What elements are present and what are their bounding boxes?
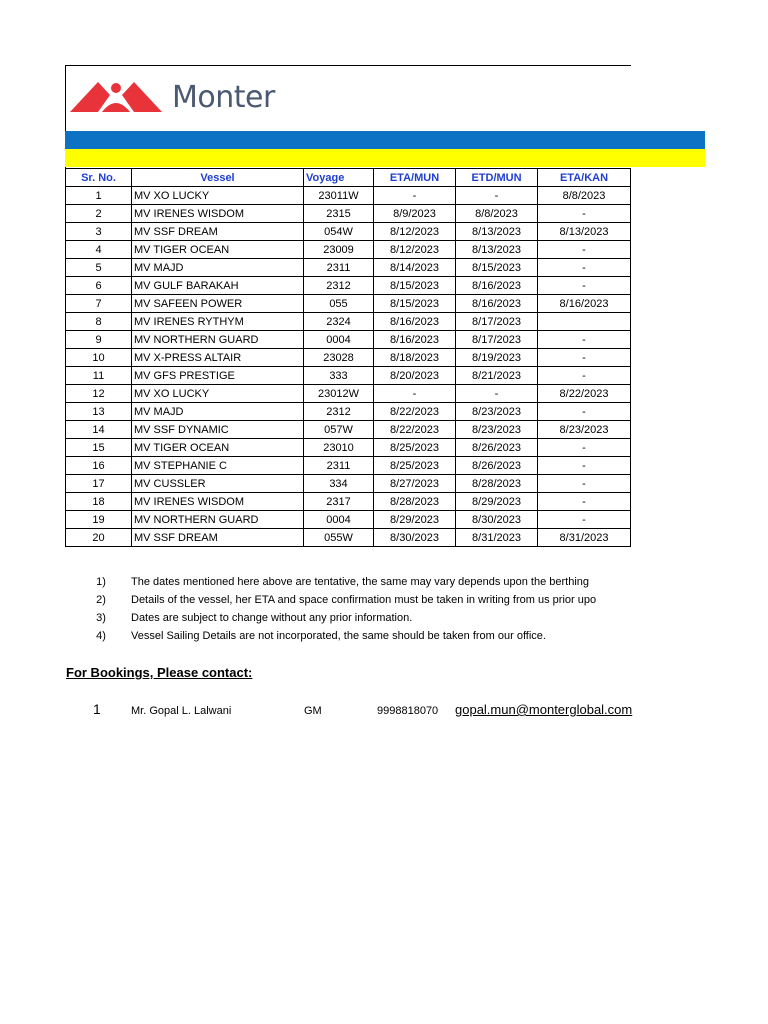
cell-eta-mun: 8/25/2023 [374, 457, 456, 475]
cell-eta-kan: - [538, 439, 631, 457]
cell-voyage: 23010 [304, 439, 374, 457]
table-row [66, 439, 631, 457]
table-row [66, 277, 631, 295]
table-row [66, 259, 631, 277]
cell-eta-mun: 8/20/2023 [374, 367, 456, 385]
cell-eta-mun: - [374, 385, 456, 403]
top-border [65, 65, 631, 66]
cell-sr-no: 6 [66, 277, 132, 295]
table-row [66, 205, 631, 223]
cell-eta-kan: - [538, 403, 631, 421]
cell-eta-kan: 8/22/2023 [538, 385, 631, 403]
cell-etd-mun: 8/26/2023 [456, 457, 538, 475]
cell-eta-kan: - [538, 457, 631, 475]
cell-sr-no: 10 [66, 349, 132, 367]
contact-row [0, 700, 768, 722]
cell-sr-no: 4 [66, 241, 132, 259]
cell-voyage: 2312 [304, 403, 374, 421]
vessel-schedule-table [65, 168, 631, 547]
cell-eta-mun: 8/15/2023 [374, 295, 456, 313]
cell-etd-mun: 8/23/2023 [456, 421, 538, 439]
table-header-row [66, 169, 631, 187]
cell-eta-mun: 8/29/2023 [374, 511, 456, 529]
cell-voyage: 2315 [304, 205, 374, 223]
cell-etd-mun: 8/13/2023 [456, 241, 538, 259]
cell-vessel: MV NORTHERN GUARD [132, 331, 304, 349]
cell-eta-kan: 8/16/2023 [538, 295, 631, 313]
table-row [66, 295, 631, 313]
cell-etd-mun: 8/29/2023 [456, 493, 538, 511]
cell-sr-no: 19 [66, 511, 132, 529]
cell-vessel: MV NORTHERN GUARD [132, 511, 304, 529]
cell-vessel: MV MAJD [132, 259, 304, 277]
cell-vessel: MV XO LUCKY [132, 187, 304, 205]
cell-voyage: 23028 [304, 349, 374, 367]
cell-etd-mun: 8/21/2023 [456, 367, 538, 385]
table-row [66, 367, 631, 385]
table-row [66, 403, 631, 421]
contact-role: GM [304, 705, 322, 717]
list-item: 4) Vessel Sailing Details are not incorporated, the same should be taken from our office. [96, 630, 546, 642]
cell-sr-no: 15 [66, 439, 132, 457]
contact-heading: For Bookings, Please contact: [66, 665, 253, 680]
cell-voyage: 333 [304, 367, 374, 385]
cell-voyage: 055 [304, 295, 374, 313]
cell-sr-no: 11 [66, 367, 132, 385]
cell-etd-mun: 8/16/2023 [456, 295, 538, 313]
cell-eta-kan: - [538, 367, 631, 385]
cell-voyage: 0004 [304, 511, 374, 529]
cell-vessel: MV SSF DREAM [132, 529, 304, 547]
cell-sr-no: 1 [66, 187, 132, 205]
table-row [66, 313, 631, 331]
cell-voyage: 23011W [304, 187, 374, 205]
cell-vessel: MV IRENES WISDOM [132, 205, 304, 223]
cell-eta-mun: 8/16/2023 [374, 331, 456, 349]
cell-vessel: MV GFS PRESTIGE [132, 367, 304, 385]
cell-voyage: 2324 [304, 313, 374, 331]
cell-eta-mun: 8/15/2023 [374, 277, 456, 295]
cell-etd-mun: 8/17/2023 [456, 331, 538, 349]
cell-sr-no: 20 [66, 529, 132, 547]
cell-etd-mun: 8/15/2023 [456, 259, 538, 277]
cell-voyage: 0004 [304, 331, 374, 349]
cell-eta-mun: 8/18/2023 [374, 349, 456, 367]
header-eta-mun: ETA/MUN [374, 169, 456, 187]
cell-etd-mun: 8/26/2023 [456, 439, 538, 457]
monter-logo-icon [68, 78, 164, 118]
cell-eta-kan: - [538, 511, 631, 529]
cell-eta-kan: - [538, 205, 631, 223]
cell-etd-mun: - [456, 187, 538, 205]
cell-eta-mun: 8/30/2023 [374, 529, 456, 547]
table-row [66, 187, 631, 205]
cell-vessel: MV SSF DYNAMIC [132, 421, 304, 439]
cell-eta-kan: 8/8/2023 [538, 187, 631, 205]
cell-eta-mun: 8/28/2023 [374, 493, 456, 511]
cell-vessel: MV X-PRESS ALTAIR [132, 349, 304, 367]
cell-vessel: MV SSF DREAM [132, 223, 304, 241]
cell-vessel: MV IRENES WISDOM [132, 493, 304, 511]
cell-eta-kan: - [538, 277, 631, 295]
cell-etd-mun: 8/16/2023 [456, 277, 538, 295]
cell-sr-no: 9 [66, 331, 132, 349]
cell-sr-no: 3 [66, 223, 132, 241]
cell-eta-kan: - [538, 331, 631, 349]
cell-etd-mun: - [456, 385, 538, 403]
cell-eta-mun: 8/25/2023 [374, 439, 456, 457]
table-body [66, 187, 631, 547]
cell-etd-mun: 8/30/2023 [456, 511, 538, 529]
header-sr-no: Sr. No. [66, 169, 132, 187]
cell-eta-kan: 8/31/2023 [538, 529, 631, 547]
cell-vessel: MV XO LUCKY [132, 385, 304, 403]
table-row [66, 241, 631, 259]
yellow-header-band [65, 149, 705, 167]
cell-sr-no: 13 [66, 403, 132, 421]
cell-etd-mun: 8/19/2023 [456, 349, 538, 367]
cell-vessel: MV MAJD [132, 403, 304, 421]
cell-etd-mun: 8/17/2023 [456, 313, 538, 331]
cell-sr-no: 8 [66, 313, 132, 331]
cell-voyage: 054W [304, 223, 374, 241]
table-row [66, 457, 631, 475]
list-item: 1) The dates mentioned here above are tentative, the same may vary depends upon the berthing [96, 576, 590, 588]
notes-list [93, 576, 631, 648]
cell-eta-mun: 8/14/2023 [374, 259, 456, 277]
cell-sr-no: 14 [66, 421, 132, 439]
table-row [66, 331, 631, 349]
table-row [66, 493, 631, 511]
cell-eta-mun: 8/22/2023 [374, 403, 456, 421]
cell-eta-mun: 8/27/2023 [374, 475, 456, 493]
cell-eta-mun: 8/12/2023 [374, 241, 456, 259]
contact-name: Mr. Gopal L. Lalwani [131, 705, 232, 717]
cell-sr-no: 12 [66, 385, 132, 403]
table-row [66, 529, 631, 547]
cell-sr-no: 5 [66, 259, 132, 277]
table-row [66, 511, 631, 529]
monter-logo [68, 78, 275, 118]
header-eta-kan: ETA/KAN [538, 169, 631, 187]
cell-etd-mun: 8/13/2023 [456, 223, 538, 241]
cell-etd-mun: 8/31/2023 [456, 529, 538, 547]
table-row [66, 385, 631, 403]
brand-name: Monter [172, 80, 275, 115]
cell-eta-kan: - [538, 493, 631, 511]
cell-eta-mun: 8/16/2023 [374, 313, 456, 331]
cell-vessel: MV SAFEEN POWER [132, 295, 304, 313]
cell-voyage: 2312 [304, 277, 374, 295]
cell-voyage: 055W [304, 529, 374, 547]
cell-vessel: MV IRENES RYTHYM [132, 313, 304, 331]
cell-voyage: 23012W [304, 385, 374, 403]
cell-vessel: MV STEPHANIE C [132, 457, 304, 475]
header-etd-mun: ETD/MUN [456, 169, 538, 187]
cell-eta-mun: 8/9/2023 [374, 205, 456, 223]
cell-voyage: 057W [304, 421, 374, 439]
table-row [66, 421, 631, 439]
cell-eta-kan [538, 313, 631, 331]
cell-voyage: 2311 [304, 457, 374, 475]
cell-eta-mun: 8/22/2023 [374, 421, 456, 439]
table-row [66, 349, 631, 367]
list-item: 3) Dates are subject to change without any prior information. [96, 612, 413, 624]
cell-vessel: MV TIGER OCEAN [132, 241, 304, 259]
cell-eta-mun: 8/12/2023 [374, 223, 456, 241]
list-item: 2) Details of the vessel, her ETA and space confirmation must be taken in writing from us prior upo [96, 594, 597, 606]
cell-eta-mun: - [374, 187, 456, 205]
cell-voyage: 2317 [304, 493, 374, 511]
contact-email-link[interactable]: gopal.mun@monterglobal.com [455, 702, 633, 717]
cell-sr-no: 16 [66, 457, 132, 475]
contact-number: 1 [93, 701, 101, 717]
cell-vessel: MV CUSSLER [132, 475, 304, 493]
cell-vessel: MV TIGER OCEAN [132, 439, 304, 457]
cell-etd-mun: 8/28/2023 [456, 475, 538, 493]
cell-eta-kan: - [538, 241, 631, 259]
cell-eta-kan: 8/23/2023 [538, 421, 631, 439]
cell-sr-no: 17 [66, 475, 132, 493]
cell-eta-kan: - [538, 475, 631, 493]
table-row [66, 223, 631, 241]
cell-voyage: 2311 [304, 259, 374, 277]
cell-vessel: MV GULF BARAKAH [132, 277, 304, 295]
header-vessel: Vessel [132, 169, 304, 187]
cell-eta-kan: 8/13/2023 [538, 223, 631, 241]
cell-eta-kan: - [538, 349, 631, 367]
cell-etd-mun: 8/8/2023 [456, 205, 538, 223]
cell-voyage: 334 [304, 475, 374, 493]
header-voyage: Voyage [304, 169, 374, 187]
cell-voyage: 23009 [304, 241, 374, 259]
cell-etd-mun: 8/23/2023 [456, 403, 538, 421]
contact-phone: 9998818070 [377, 705, 439, 717]
cell-sr-no: 18 [66, 493, 132, 511]
blue-header-band [65, 131, 705, 149]
cell-sr-no: 7 [66, 295, 132, 313]
cell-sr-no: 2 [66, 205, 132, 223]
table-row [66, 475, 631, 493]
cell-eta-kan: - [538, 259, 631, 277]
